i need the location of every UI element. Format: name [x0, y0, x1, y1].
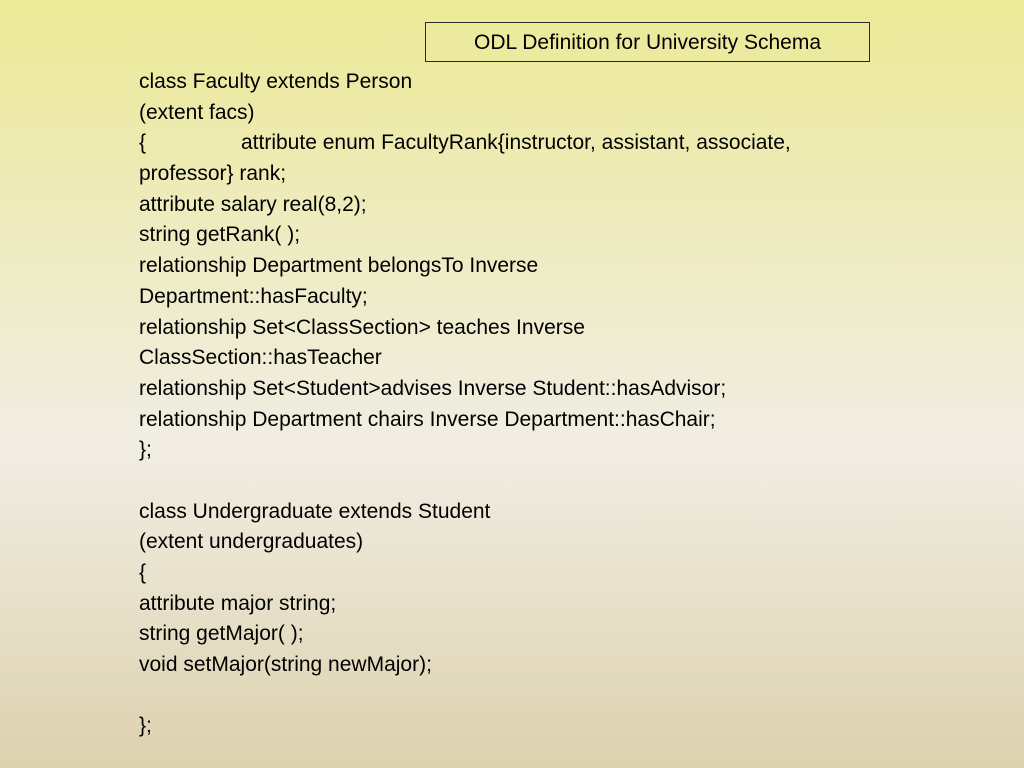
undergrad-major-attribute: attribute major string; — [139, 591, 337, 615]
faculty-belongs-to-cont: Department::hasFaculty; — [139, 284, 368, 308]
undergrad-set-major: void setMajor(string newMajor); — [139, 653, 432, 677]
faculty-teaches: relationship Set<ClassSection> teaches Inverse — [139, 315, 585, 339]
slide-title-box — [425, 22, 870, 62]
undergrad-get-major: string getMajor( ); — [139, 622, 304, 646]
faculty-teaches-cont: ClassSection::hasTeacher — [139, 346, 382, 370]
faculty-class-header: class Faculty extends Person — [139, 70, 413, 93]
faculty-rank-line — [139, 128, 999, 159]
faculty-belongs-to: relationship Department belongsTo Inverse — [139, 254, 539, 278]
faculty-extent: (extent facs) — [139, 100, 255, 124]
faculty-rank-attribute-cont: professor} rank; — [139, 162, 287, 186]
undergrad-extent: (extent undergraduates) — [139, 530, 364, 554]
faculty-close-brace: }; — [139, 438, 152, 462]
undergrad-open-brace: { — [139, 561, 147, 584]
faculty-chairs: relationship Department chairs Inverse Department::hasChair; — [139, 407, 716, 431]
blank-line — [139, 466, 999, 497]
blank-line — [139, 681, 999, 712]
faculty-advises: relationship Set<Student>advises Inverse Student::hasAdvisor; — [139, 376, 727, 400]
undergrad-class-header: class Undergraduate extends Student — [139, 499, 491, 523]
faculty-open-brace: { — [139, 131, 147, 155]
faculty-get-rank: string getRank( ); — [139, 223, 301, 247]
faculty-salary-attribute: attribute salary real(8,2); — [139, 192, 367, 216]
odl-code-block — [139, 67, 999, 742]
undergrad-close-brace: }; — [139, 714, 152, 738]
faculty-rank-attribute: attribute enum FacultyRank{instructor, assistant, associate, — [241, 131, 791, 155]
slide-title: ODL Definition for University Schema — [473, 30, 821, 54]
